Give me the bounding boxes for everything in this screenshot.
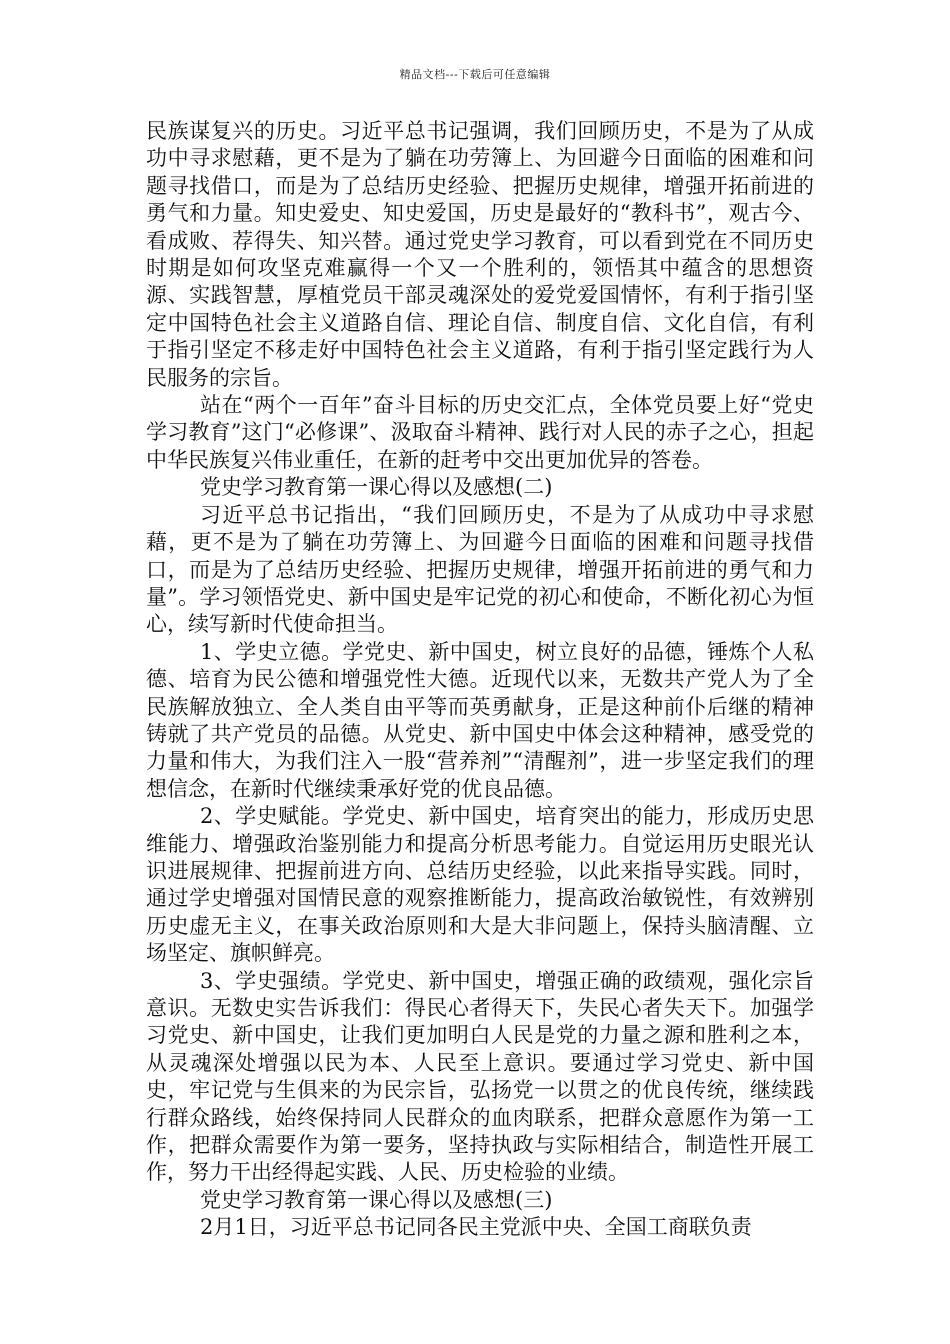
paragraph: 1、学史立德。学党史、新中国史，树立良好的品德，锤炼个人私德、培育为民公德和增强党性大德。近现代以来，无数共产党人为了全民族解放独立、全人类自由平等而英勇献身，正是这种前仆后继的精神铸就了共产党员的品德。从党史、新中国史中体会这种精神，感受党的力量和伟大，为我们注入一股“营养剂”“清醒剂”，进一步坚定我们的理想信念，在新时代继续秉承好党的优良品德。 — [146, 639, 814, 801]
paragraph: 民族谋复兴的历史。习近平总书记强调，我们回顾历史，不是为了从成功中寻求慰藉，更不是为了躺在功劳簿上、为回避今日面临的困难和问题寻找借口，而是为了总结历史经验、把握历史规律，增强开拓前进的勇气和力量。知史爱史、知史爱国，历史是最好的“教科书”，观古今、看成败、荐得失、知兴替。通过党史学习教育，可以看到党在不同历史时期是如何攻坚克难赢得一个又一个胜利的，领悟其中蕴含的思想资源、实践智慧，厚植党员干部灵魂深处的爱党爱国情怀，有利于指引坚定中国特色社会主义道路自信、理论自信、制度自信、文化自信，有利于指引坚定不移走好中国特色社会主义道路，有利于指引坚定践行为人民服务的宗旨。 — [146, 119, 814, 390]
section-heading: 党史学习教育第一课心得以及感想(二) — [200, 475, 553, 500]
paragraph: 2、学史赋能。学党史、新中国史，培育突出的能力，形成历史思维能力、增强政治鉴别能力和提高分析思考能力。自觉运用历史眼光认识进展规律、把握前进方向、总结历史经验，以此来指导实践。同时，通过学史增强对国情民意的观察推断能力，提高政治敏锐性，有效辨别历史虚无主义，在事关政治原则和大是大非问题上，保持头脑清醒、立场坚定、旗帜鲜亮。 — [146, 804, 814, 966]
paragraph: 站在“两个一百年”奋斗目标的历史交汇点，全体党员要上好“党史学习教育”这门“必修课”、汲取奋斗精神、践行对人民的赤子之心，担起中华民族复兴伟业重任，在新的赶考中交出更加优异的答卷。 — [146, 393, 814, 472]
paragraph: 3、学史强绩。学党史、新中国史，增强正确的政绩观，强化宗旨意识。无数史实告诉我们：得民心者得天下，失民心者失天下。加强学习党史、新中国史，让我们更加明白人民是党的力量之源和胜利之本，从灵魂深处增强以民为本、人民至上意识。要通过学习党史、新中国史，牢记党与生俱来的为民宗旨，弘扬党一以贯之的优良传统，继续践行群众路线，始终保持同人民群众的血肉联系，把群众意愿作为第一工作，把群众需要作为第一要务，坚持执政与实际相结合，制造性开展工作，努力干出经得起实践、人民、历史检验的业绩。 — [146, 968, 814, 1185]
page-header: 精品文档---下载后可任意编辑 — [399, 68, 551, 81]
paragraph: 习近平总书记指出，“我们回顾历史，不是为了从成功中寻求慰藉，更不是为了躺在功劳簿上、为回避今日面临的困难和问题寻找借口，而是为了总结历史经验、把握历史规律，增强开拓前进的勇气和力量”。学习领悟党史、新中国史是牢记党的初心和使命，不断化初心为恒心，续写新时代使命担当。 — [146, 502, 814, 637]
document-body — [146, 118, 814, 1242]
paragraph: 2月1日，习近平总书记同各民主党派中央、全国工商联负责 — [200, 1215, 752, 1240]
section-heading: 党史学习教育第一课心得以及感想(三) — [200, 1187, 553, 1212]
